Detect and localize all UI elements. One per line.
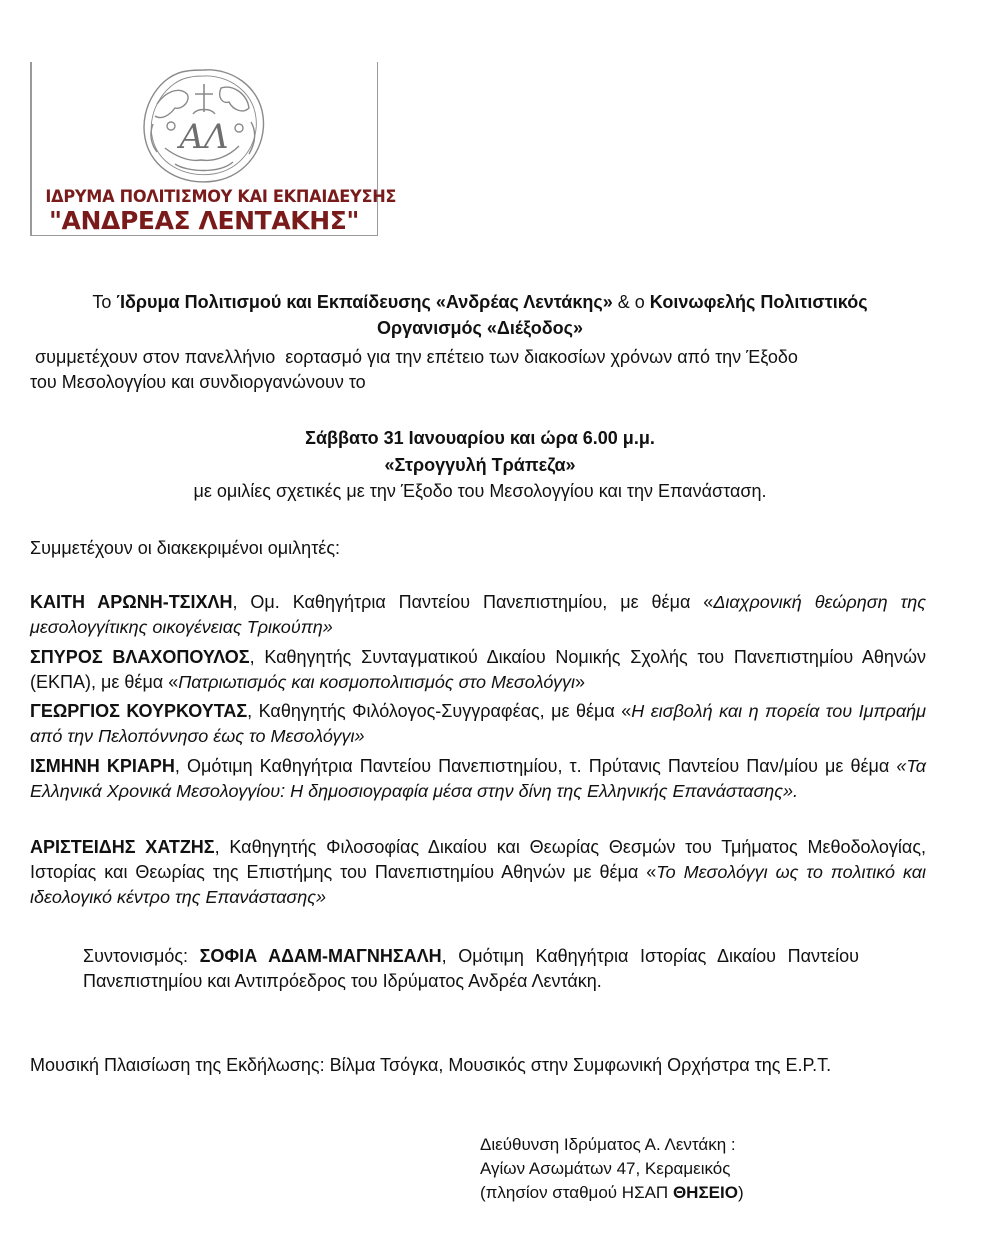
address-line-2: Αγίων Ασωμάτων 47, Κεραμεικός bbox=[480, 1159, 731, 1178]
intro-line-2 bbox=[30, 316, 930, 341]
logo-foundation-name: ΙΔΡΥΜΑ ΠΟΛΙΤΙΣΜΟΥ ΚΑΙ ΕΚΠΑΙΔΕΥΣΗΣ bbox=[45, 187, 397, 207]
svg-text:ΑΛ: ΑΛ bbox=[179, 117, 229, 157]
speaker-topic: Η εισβολή και η πορεία του Ιμπραήμ από την Πελοπόννησο έως το Μεσολόγγι» bbox=[30, 701, 926, 746]
organizer-diexodos-a: Κοινωφελής Πολιτιστικός bbox=[649, 292, 868, 312]
speaker-entry: ΚΑΙΤΗ ΑΡΩΝΗ-ΤΣΙΧΛΗ, Ομ. Καθηγήτρια Παντείου Πανεπιστημίου, με θέμα «Διαχρονική θεώρηση της μεσολογγίτικης οικογένειας Τρικούπη» bbox=[30, 592, 926, 637]
organizer-diexodos-b: Οργανισμός «Διέξοδος» bbox=[376, 318, 584, 338]
speakers-heading: Συμμετέχουν οι διακεκριμένοι ομιλητές: bbox=[30, 538, 340, 558]
event-subtitle: με ομιλίες σχετικές με την Έξοδο του Μεσολογγίου και την Επανάσταση. bbox=[193, 481, 767, 501]
intro-line-4: του Μεσολογγίου και συνδιοργανώνουν το bbox=[30, 372, 366, 392]
coordinator-name: ΣΟΦΙΑ ΑΔΑΜ-ΜΑΓΝΗΣΑΛΗ bbox=[199, 946, 442, 966]
speaker-entry: ΙΣΜΗΝΗ ΚΡΙΑΡΗ, Ομότιμη Καθηγήτρια Παντείου Πανεπιστημίου, τ. Πρύτανις Παντείου Παν/μίου με θέμα «Τα Ελληνικά Χρονικά Μεσολογγίου: Η δημοσιογραφία μέσα στην δίνη της Ελληνικής Επανάστασης». bbox=[30, 756, 927, 801]
intro-line-1: Το Ίδρυμα Πολιτισμού και Εκπαίδευσης «Ανδρέας Λεντάκης» & ο Κοινωφελής Πολιτιστικός bbox=[92, 292, 868, 312]
speaker-name: ΣΠΥΡΟΣ ΒΛΑΧΟΠΟΥΛΟΣ bbox=[30, 647, 250, 667]
event-title: «Στρογγυλή Τράπεζα» bbox=[384, 455, 576, 475]
address-line-3: (πλησίον σταθμού ΗΣΑΠ ΘΗΣΕΙΟ) bbox=[480, 1183, 744, 1202]
address-block bbox=[480, 1133, 860, 1205]
speaker-entry: ΓΕΩΡΓΙΟΣ ΚΟΥΡΚΟΥΤΑΣ, Καθηγητής Φιλόλογος-Συγγραφέας, με θέμα «Η εισβολή και η πορεία του Ιμπραήμ από την Πελοπόννησο έως το Μεσολόγγι» bbox=[30, 701, 926, 746]
speaker-topic: Το Μεσολόγγι ως το πολιτικό και ιδεολογικό κέντρο της Επανάστασης» bbox=[30, 862, 926, 907]
intro-line-3: συμμετέχουν στον πανελλήνιο εορτασμό για την επέτειο των διακοσίων χρόνων από την Έξοδο bbox=[30, 347, 798, 367]
speaker-topic: Πατριωτισμός και κοσμοπολιτισμός στο Μεσολόγγι bbox=[178, 672, 576, 692]
music-credit: Μουσική Πλαισίωση της Εκδήλωσης: Βίλμα Τσόγκα, Μουσικός στην Συμφωνική Ορχήστρα της Ε.Ρ.Τ. bbox=[30, 1055, 832, 1075]
speaker-entry: ΑΡΙΣΤΕΙΔΗΣ ΧΑΤΖΗΣ, Καθηγητής Φιλοσοφίας Δικαίου και Θεωρίας Θεσμών του Τμήματος Μεθοδολογίας, Ιστορίας και Θεωρίας της Επιστήμης του Πανεπιστημίου Αθηνών με θέμα «Το Μεσολόγγι ως το πολιτικό και ιδεολογικό κέντρο της Επανάστασης» bbox=[30, 837, 926, 907]
foundation-logo bbox=[30, 62, 397, 236]
coordination: Συντονισμός: ΣΟΦΙΑ ΑΔΑΜ-ΜΑΓΝΗΣΑΛΗ, Ομότιμη Καθηγήτρια Ιστορίας Δικαίου Παντείου Πανεπιστημίου και Αντιπρόεδρος του Ιδρύματος Ανδρέα Λεντάκη. bbox=[83, 946, 859, 991]
organizer-foundation: Ίδρυμα Πολιτισμού και Εκπαίδευσης «Ανδρέας Λεντάκης» bbox=[116, 292, 613, 312]
seal-emblem-icon bbox=[135, 64, 273, 186]
address-line-1: Διεύθυνση Ιδρύματος Α. Λεντάκη : bbox=[480, 1135, 736, 1154]
speaker-entry: ΣΠΥΡΟΣ ΒΛΑΧΟΠΟΥΛΟΣ, Καθηγητής Συνταγματικού Δικαίου Νομικής Σχολής του Πανεπιστημίου Αθηνών (ΕΚΠΑ), με θέμα «Πατριωτισμός και κοσμοπολιτισμός στο Μεσολόγγι» bbox=[30, 647, 927, 692]
speaker-name: ΑΡΙΣΤΕΙΔΗΣ ΧΑΤΖΗΣ bbox=[30, 837, 215, 857]
speaker-name: ΓΕΩΡΓΙΟΣ ΚΟΥΡΚΟΥΤΑΣ bbox=[30, 701, 248, 721]
speaker-topic: Διαχρονική θεώρηση της μεσολογγίτικης οικογένειας Τρικούπη» bbox=[30, 592, 926, 637]
speaker-name: ΚΑΙΤΗ ΑΡΩΝΗ-ΤΣΙΧΛΗ bbox=[30, 592, 233, 612]
speaker-topic: «Τα Ελληνικά Χρονικά Μεσολογγίου: Η δημοσιογραφία μέσα στην δίνη της Ελληνικής Επανάστασης». bbox=[30, 756, 927, 801]
speaker-name: ΙΣΜΗΝΗ ΚΡΙΑΡΗ bbox=[30, 756, 175, 776]
logo-andreas-lentakis: "ΑΝΔΡΕΑΣ ΛΕΝΤΑΚΗΣ" bbox=[48, 206, 360, 235]
event-date: Σάββατο 31 Ιανουαρίου και ώρα 6.00 μ.μ. bbox=[305, 428, 655, 448]
